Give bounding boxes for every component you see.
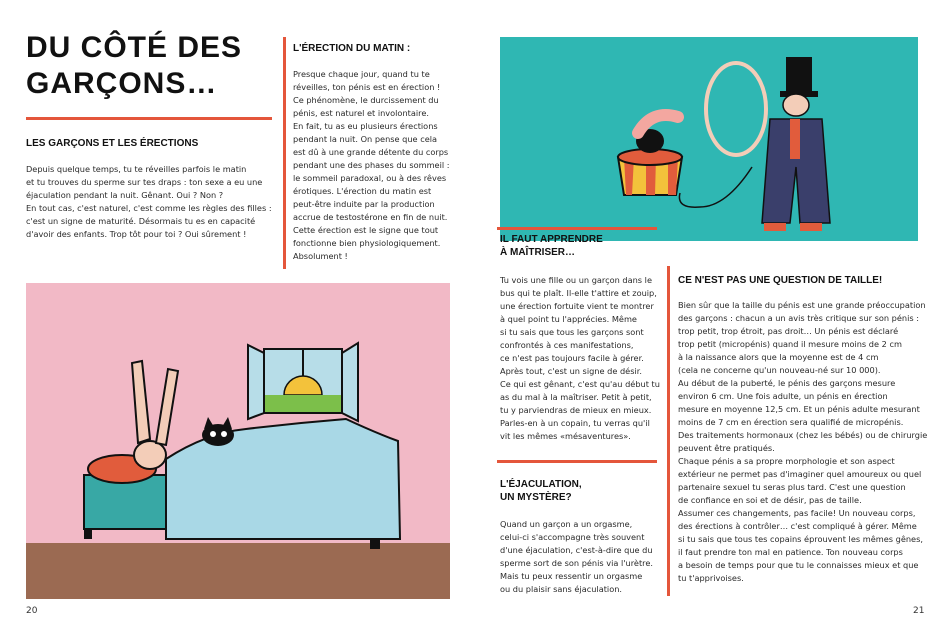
page-number-right: 21 <box>913 606 925 616</box>
window-icon <box>248 343 358 421</box>
page-number-left: 20 <box>26 606 38 616</box>
circus-illustration <box>500 37 918 241</box>
tamer-figure <box>762 57 830 231</box>
pedestal <box>618 115 682 195</box>
section-heading-morning-erection: L'ÉRECTION DU MATIN : <box>293 43 411 54</box>
section-text-ejaculation: Quand un garçon a un orgasme, celui-ci s'accompagne très souvent d'une éjaculation, c'est-à-dire que du sperme sort de son pénis via l'urètre. Mais tu peux ressentir un orgasme ou du plaisir sans éjaculation. <box>500 519 653 594</box>
blanket <box>166 419 400 539</box>
section-text-erections: Depuis quelque temps, tu te réveilles parfois le matin et tu trouves du sperme sur tes draps : ton sexe a eu une éjaculation pendant la nuit. Gênant. Oui ? Non ? En tout cas, c'est naturel, c'est comme les règles des filles : c'est un signe de maturité. Désormais tu es en capacité d'avoir des enfants. Trop tôt pour toi ? Oui sûrement ! <box>26 164 272 239</box>
section-rule-ejaculation <box>497 460 657 463</box>
title-underline <box>26 117 272 120</box>
section-heading-master: IL FAUT APPRENDRE À MAÎTRISER… <box>500 234 603 258</box>
section-text-size: Bien sûr que la taille du pénis est une grande préoccupation des garçons : chacun a un avis très critique sur son pénis : trop petit, trop étroit, pas droit… Un pénis est déclaré trop petit (micropénis) quand il mesure moins de 2 cm à la naissance alors que la moyenne est de 4 cm (cela ne concerne qu'un nouveau-né sur 10 000). Au début de la puberté, le pénis des garçons mesure environ 6 cm. Une fois adulte, un pénis en érection mesure en moyenne 12,5 cm. Et un pénis adulte mesurant moins de 7 cm en érection sera qualifié de micropénis. Des traitements hormonaux (chez les bébés) ou de chirurgie peuvent être pratiqués. Chaque pénis a sa propre morphologie et son aspect extérieur ne permet pas d'imaginer quel amoureux ou quel partenaire sexuel tu seras plus tard. C'est une question de confiance en soi et de désir, pas de taille. Assumer ces changements, pas facile! Un nouveau corps, des érections à contrôler… c'est compliqué à gérer. Même si tu sais que tous tes copains éprouvent les mêmes gênes, il faut prendre ton mal en patience. Ton nouveau corps a besoin de temps pour que tu le connaisses mieux et que tu t'apprivoises. <box>678 300 928 583</box>
section-heading-erections: LES GARÇONS ET LES ÉRECTIONS <box>26 138 199 149</box>
bedroom-illustration <box>26 283 450 599</box>
cat-icon <box>202 417 234 446</box>
column-divider-right <box>667 266 670 596</box>
section-heading-ejaculation: L'ÉJACULATION, UN MYSTÈRE? <box>500 479 582 503</box>
section-text-morning-erection: Presque chaque jour, quand tu te réveilles, ton pénis est en érection ! Ce phénomène, le durcissement du pénis, est naturel et involontaire. En fait, tu as eu plusieurs érections pendant la nuit. On pense que cela est dû à une grande détente du corps pendant une des phases du sommeil : le sommeil paradoxal, ou à des rêves érotiques. L'érection du matin est peut-être induite par la production accrue de testostérone en fin de nuit. Cette érection est le signe que tout fonctionne bien physiologiquement. Absolument ! <box>293 69 450 261</box>
column-divider <box>283 37 286 269</box>
section-heading-size: CE N'EST PAS UNE QUESTION DE TAILLE! <box>678 275 883 286</box>
bed-scene-svg <box>26 283 450 599</box>
page-title: DU CÔTÉ DES GARÇONS… <box>26 31 243 100</box>
whip <box>679 167 752 207</box>
circus-scene-svg <box>500 37 918 241</box>
section-rule-master <box>497 227 657 230</box>
section-text-master: Tu vois une fille ou un garçon dans le bus qui te plaît. Il-elle t'attire et zouip, une érection fortuite vient te montrer à quel point tu l'apprécies. Même si tu sais que tous les garçons sont confrontés à ces manifestations, ce n'est pas toujours facile à gérer. Après tout, c'est un signe de désir. Ce qui est gênant, c'est qu'au début tu as du mal à la maîtriser. Petit à petit, tu y parviendras de mieux en mieux. Parles-en à un copain, tu verras qu'il vit les mêmes «mésaventures». <box>500 275 660 441</box>
hoop-icon <box>706 63 766 155</box>
